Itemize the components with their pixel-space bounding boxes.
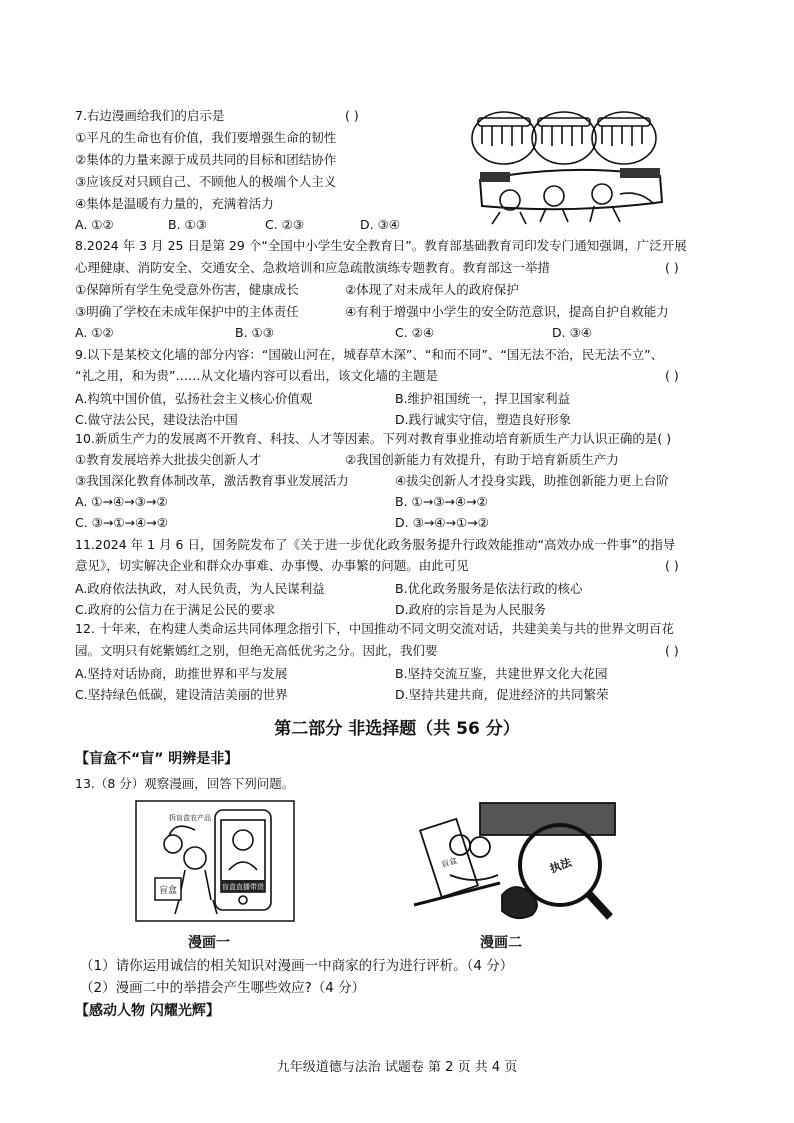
q12-option-c: C.坚持绿色低碳，建设清洁美丽的世界 <box>75 687 288 702</box>
q8-statement-1: ①保障所有学生免受意外伤害，健康成长 <box>75 282 299 297</box>
q11-option-b: B.优化政务服务是依法行政的核心 <box>395 581 583 596</box>
q11-option-c: C.政府的公信力在于满足公民的要求 <box>75 602 276 617</box>
q12-option-d: D.坚持共建共商，促进经济的共同繁荣 <box>395 687 609 702</box>
q11-stem-line-1: 11.2024 年 1 月 6 日，国务院发布了《关于进一步优化政务服务提升行政效能推动“高效办成一件事”的指导 <box>75 537 676 552</box>
cartoon-2-caption: 漫画二 <box>480 935 522 951</box>
q13-cartoon-1-image <box>135 800 295 922</box>
q7-option-a: A. ①② <box>75 217 114 232</box>
q7-option-b: B. ①③ <box>168 217 207 232</box>
q7-answer-paren: ( ) <box>345 108 359 123</box>
q13-stem: 13.（8 分）观察漫画，回答下列问题。 <box>75 776 295 791</box>
q12-stem-line-2: 园。文明只有姹紫嫣红之别，但绝无高低优劣之分。因此，我们要 <box>75 643 438 658</box>
q7-statement-1: ①平凡的生命也有价值，我们要增强生命的韧性 <box>75 130 337 145</box>
q7-cartoon-image <box>470 102 670 230</box>
q11-stem-line-2: 意见》，切实解决企业和群众办事难、办事慢、办事繁的问题。由此可见 <box>75 558 469 573</box>
q8-stem-line-1: 8.2024 年 3 月 25 日是第 29 个“全国中小学生安全教育日”。教育部基础教育司印发专门通知强调，广泛开展 <box>75 238 687 253</box>
q11-option-a: A.政府依法执政，对人民负责，为人民谋利益 <box>75 581 325 596</box>
q13-sub-question-2: （2）漫画二中的举措会产生哪些效应?（4 分） <box>80 980 366 996</box>
q9-stem-line-2: “礼之用，和为贵”……从文化墙内容可以看出，该文化墙的主题是 <box>75 368 438 383</box>
q12-option-a: A.坚持对话协商，助推世界和平与发展 <box>75 666 288 681</box>
q10-stem: 10.新质生产力的发展离不开教育、科技、人才等因素。下列对教育事业推动培育新质生产力认识正确的是( ) <box>75 431 672 446</box>
q12-stem-line-1: 12. 十年来，在构建人类命运共同体理念指引下，中国推动不同文明交流对话，共建美美与共的世界文明百花 <box>75 621 674 636</box>
q10-statement-4: ④拔尖创新人才投身实践，助推创新能力更上台阶 <box>395 473 669 488</box>
q10-statement-2: ②我国创新能力有效提升，有助于培育新质生产力 <box>345 452 619 467</box>
q8-statement-4: ④有利于增强中小学生的安全防范意识，提高自护自救能力 <box>345 304 669 319</box>
q7-option-c: C. ②③ <box>265 217 305 232</box>
part2-heading: 第二部分 非选择题（共 56 分） <box>274 719 520 739</box>
q13-sub-question-1: （1）请你运用诚信的相关知识对漫画一中商家的行为进行评析。（4 分） <box>80 958 514 974</box>
q7-stem: 7.右边漫画给我们的启示是 <box>75 108 225 123</box>
q9-stem-line-1: 9.以下是某校文化墙的部分内容：“国破山河在，城春草木深”、“和而不同”、“国无法不治，民无法不立”、 <box>75 347 664 362</box>
cartoon-1-caption: 漫画一 <box>188 935 230 951</box>
q9-answer-paren: ( ) <box>665 368 679 383</box>
q9-option-d: D.践行诚实守信，塑造良好形象 <box>395 412 572 427</box>
q7-option-d: D. ③④ <box>360 217 400 232</box>
page-footer: 九年级道德与法治 试题卷 第 2 页 共 4 页 <box>276 1060 518 1075</box>
q10-option-d: D. ③→④→①→② <box>395 515 489 530</box>
q7-statement-3: ③应该反对只顾自己、不顾他人的极端个人主义 <box>75 174 337 189</box>
q9-option-c: C.做守法公民，建设法治中国 <box>75 412 238 427</box>
q9-option-a: A.构筑中国价值，弘扬社会主义核心价值观 <box>75 391 313 406</box>
q8-statement-3: ③明确了学校在未成年保护中的主体责任 <box>75 304 299 319</box>
q8-answer-paren: ( ) <box>665 260 679 275</box>
cartoon1-box-label: 盲盒 <box>158 886 178 896</box>
q10-option-a: A. ①→④→③→② <box>75 494 168 509</box>
q13-cartoon-2-image <box>410 795 635 925</box>
q12-option-b: B.坚持交流互鉴，共建世界文化大花园 <box>395 666 608 681</box>
q8-stem-line-2: 心理健康、消防安全、交通安全、急救培训和应急疏散演练专题教育。教育部这一举措 <box>75 260 551 275</box>
cartoon2-box-label: 盲盒 <box>440 855 459 870</box>
q8-option-d: D. ③④ <box>552 325 592 340</box>
q8-statement-2: ②体现了对未成年人的政府保护 <box>345 282 519 297</box>
q10-option-b: B. ①→③→④→② <box>395 494 488 509</box>
q7-statement-4: ④集体是温暖有力量的，充满着活力 <box>75 196 274 211</box>
q8-option-b: B. ①③ <box>235 325 274 340</box>
q8-option-c: C. ②④ <box>395 325 435 340</box>
q11-answer-paren: ( ) <box>665 558 679 573</box>
q11-option-d: D.政府的宗旨是为人民服务 <box>395 602 547 617</box>
q10-option-c: C. ③→①→④→② <box>75 515 168 530</box>
q10-statement-3: ③我国深化教育体制改革，激活教育事业发展活力 <box>75 473 349 488</box>
q12-answer-paren: ( ) <box>665 643 679 658</box>
section-blindbox-title: 【盲盒不“盲” 明辨是非】 <box>75 751 239 767</box>
cartoon1-bubble-label: 拆盲盒农产品 <box>169 814 211 822</box>
q8-option-a: A. ①② <box>75 325 114 340</box>
q10-statement-1: ①教育发展培养大批拔尖创新人才 <box>75 452 262 467</box>
cartoon1-screen-label: 盲盒直播带货 <box>222 883 264 891</box>
section-touching-figures-title: 【感动人物 闪耀光辉】 <box>75 1003 220 1019</box>
cartoon2-magnifier-label: 执法 <box>548 855 574 876</box>
q9-option-b: B.维护祖国统一，捍卫国家利益 <box>395 391 571 406</box>
q7-statement-2: ②集体的力量来源于成员共同的目标和团结协作 <box>75 152 337 167</box>
